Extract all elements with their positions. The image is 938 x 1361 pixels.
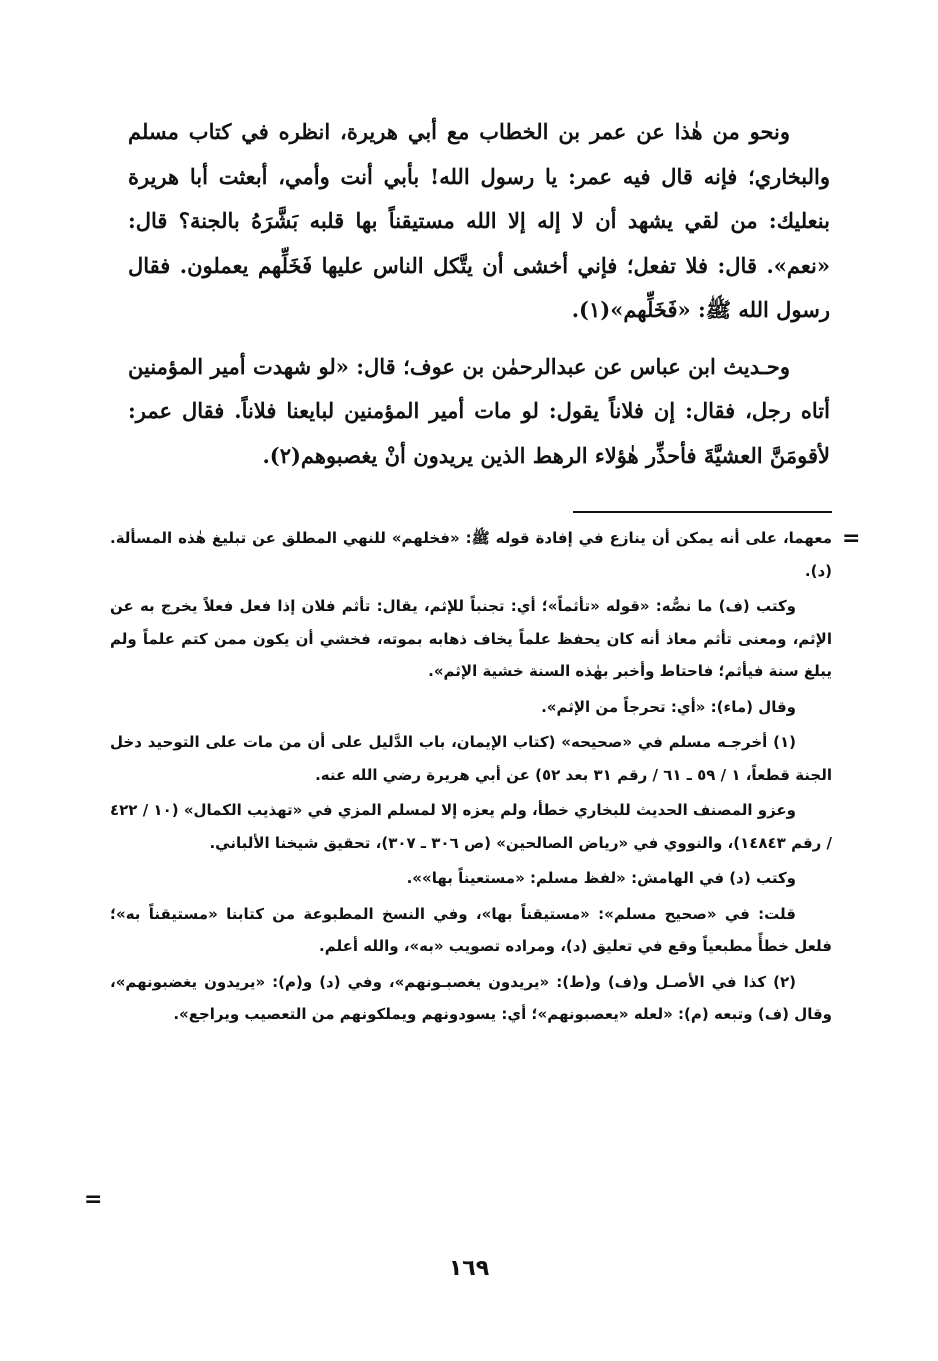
- main-paragraph: ونحو من هٰذا عن عمر بن الخطاب مع أبي هريرة، انظره في كتاب مسلم والبخاري؛ فإنه قال فيه عمر: يا رسول الله! بأبي أنت وأمي، أبعثت أبا هريرة بنعليك: من لقي يشهد أن لا إله إلا الله مستيقناً بها قلبه بَشَّرَهُ بالجنة؟ قال: «نعم». قال: فلا تفعل؛ فإني أخشى أن يتَّكل الناس عليها فَخَلِّهم يعملون. فقال رسول الله ﷺ: «فَخَلِّهم»(١).: [128, 119, 830, 322]
- footnote-paragraph: (٢) كذا في الأصـل و(ف) و(ط): «يريدون يغصبـونهم»، وفي (د) و(م): «يريدون يغضبونهم»، وقال (ف) وتبعه (م): «لعله «يعصبونهم»؛ أي: يسودونهم ويملكونهم من التعصيب ويراجع».: [110, 972, 832, 1023]
- continuation-mark-bottom: =: [84, 1187, 103, 1212]
- footnote-paragraph: وقال (ماء): «أي: تحرجاً من الإثم».: [541, 697, 796, 716]
- footnote-paragraph: وكتب (ف) ما نصُّه: «قوله «تأثماً»؛ أي: تجنباً للإثم، يقال: تأثم فلان إذا فعل فعلاً يخرج به عن الإثم، ومعنى تأثم معاذ أنه كان يحفظ علماً يخاف ذهابه بموته، فخشي أن يكون ممن كتم علماً ولم يبلغ سنة فيأثم؛ فاحتاط وأخبر بهٰذه السنة خشية الإثم».: [110, 597, 832, 680]
- main-paragraph: وحـديث ابن عباس عن عبدالرحمٰن بن عوف؛ قال: «لو شهدت أمير المؤمنين أتاه رجل، فقال: إن فلاناً يقول: لو مات أمير المؤمنين لبايعنا فلاناً. فقال عمر: لأقومَنَّ العشيَّةَ فأحذِّر هٰؤلاء الرهط الذين يريدون أنْ يغصبوهم(٢).: [128, 353, 830, 468]
- footnote-paragraph: وكتب (د) في الهامش: «لفظ مسلم: «مستعيناً بها»».: [406, 869, 796, 887]
- footnotes-section: [110, 522, 832, 1034]
- main-text-body: [128, 110, 830, 478]
- page-number: ١٦٩: [448, 1256, 490, 1281]
- footnote-separator: [573, 511, 832, 513]
- footnote-paragraph: قلت: في «صحيح مسلم»: «مستيقناً بها»، وفي النسخ المطبوعة من كتابنا «مستيقناً به»؛ فلعل خطأً مطبعياً وقع في تعليق (د)، ومراده تصويب «به»، والله أعلم.: [110, 904, 832, 955]
- footnote-paragraph: معهما، على أنه يمكن أن ينازع في إفادة قوله ﷺ: «فخلهم» للنهي المطلق عن تبليغ هٰذه المسألة. (د).: [110, 529, 832, 580]
- continuation-mark-top: =: [842, 526, 861, 551]
- footnote-paragraph: (١) أخرجـه مسلم في «صحيحه» (كتاب الإيمان، باب الدَّليل على أن من مات على التوحيد دخل الجنة قطعاً، ١ / ٥٩ ـ ٦١ / رقم ٣١ بعد ٥٢) عن أبي هريرة رضي الله عنه.: [110, 733, 832, 784]
- footnote-paragraph: وعزو المصنف الحديث للبخاري خطأ، ولم يعزه إلا لمسلم المزي في «تهذيب الكمال» (١٠ / ٤٢٢ / رقم ١٤٨٤٣)، والنووي في «رياض الصالحين» (ص ٣٠٦ ـ ٣٠٧)، تحقيق شيخنا الألباني.: [110, 801, 832, 852]
